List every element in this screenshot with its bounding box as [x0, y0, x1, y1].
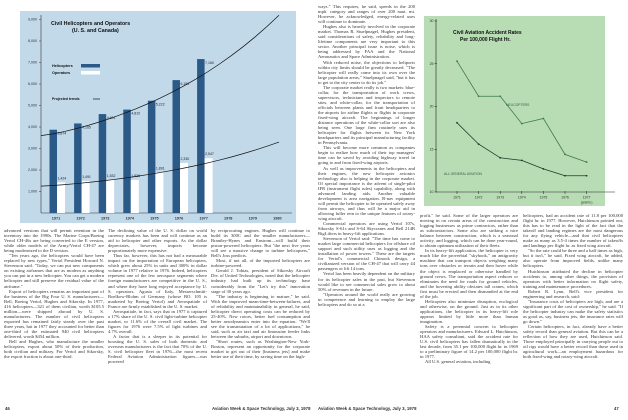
- x-tick-label: 1976: [174, 216, 184, 221]
- legend-operators-swatch: [81, 71, 100, 75]
- paragraph: All U.S. general aviation, including: [425, 359, 491, 365]
- paragraph: Most, if not all, of the imported helicopters are turbine-powered.: [211, 258, 310, 269]
- operators-bar: [155, 172, 163, 213]
- paragraph: "Short routes, such as Washington-New York-Boston, represent an opportunity for the corporate market to get out of their [business jets] and make better use of their time, by saving time on the high-: [211, 339, 310, 360]
- x-tick-label: 1977: [582, 195, 591, 200]
- left-page-column-2: [108, 228, 207, 364]
- y-tick-label: 9,000: [28, 17, 37, 22]
- helicopters-value-label: 4,165: [82, 125, 91, 130]
- y-tick-label: 8,000: [28, 39, 37, 44]
- operators-bar: [131, 180, 139, 213]
- legend-operators-label: Operators: [52, 71, 71, 75]
- paragraph: A factor that is a sleeper in its potential for boosting the U. S. sales of both domestic and overseas manufacturers is the fact that 70% of the U. S. civil helicopter fleet in 1976—the most recent Federal Aviation Administration figures—was powered: [108, 333, 207, 365]
- paragraph: Export of helicopters remains an important part of the business of the Big Four U. S. manufacturers—Bell, Boeing Vertol, Hughes and Sikorsky. In 1977, 416 helicopters—321 of them civilian, worth $105.5 million—were shipped abroad by U. S. manufacturers. The number of civil helicopters exported has remained fairly steady over the past three years, but in 1977 they accounted for better than one-third of the estimated 940 civil helicopters delivered, worth $454 million.: [4, 288, 104, 339]
- x-tick-label: 1974: [125, 216, 135, 221]
- helicopters-bar: [74, 123, 82, 213]
- x-tick-label: 1975: [150, 216, 159, 221]
- paragraph: Vertol has been heavily dependent on the military for its helicopter sales in the past, but Stevenson would like to see commercial sales grow to about 50% of revenues in the future.: [318, 271, 415, 292]
- helicopters-bar: [123, 110, 131, 213]
- helicopters-bar: [197, 59, 205, 213]
- paragraph: Robert R. Lynn, Bell's vice president for engineering and research, said:: [523, 288, 623, 299]
- left-page-number: 46: [5, 406, 10, 411]
- left-page-column-1: [4, 228, 104, 359]
- paragraph: profit," he said. Some of the larger operators are moving in on certain areas of the construction and logging businesses as prime contractors, rather than as subcontractors. Some also are striking a nice balance between construction, which is a seasonal activity, and logging, which can be done year-round, to obtain optimum utilization of their fleets.: [420, 213, 518, 249]
- helicopters-bar: [99, 114, 107, 213]
- x-tick-label: 1977: [199, 216, 208, 221]
- data-point: [543, 168, 545, 170]
- data-point: [586, 161, 588, 163]
- helicopters-series-label: HELICOPTERS: [506, 103, 530, 107]
- operators-value-label: 2,547: [205, 152, 214, 157]
- paragraph: This will become more common as companies begin to realize how much of their top managers' time can be saved by avoiding highway travel in going to and from fixed-wing airports.: [318, 145, 415, 166]
- paragraph: ways." This requires, he said, speeds in the 200 mph. category and ranges of over 200 naut. mi. However, he acknowledged, energy-related uses will continue to dominate.: [318, 4, 415, 25]
- y-tick-label: 15: [429, 147, 434, 152]
- paragraph: "Ten years ago, the helicopters would have been replaced by new types," Vertol President Howard N. Stevenson said. "Today, we can put new components on existing airframes that are as modern as anything you can put in a new helicopter. You can get a modern helicopter and still preserve the residual value of the airframe.": [4, 253, 104, 289]
- paragraph: "The industry is beginning to mature," he said. With the improved mean-time-between-failures, and of reliability and maintainability in general, he said, helicopter direct operating costs can be reduced by 25-40%. New rotors, better fuel consumption and better aerodynamics enter into the equation. "We'll see the transmutation of a lot of applications," he said, such as air taxi and air limousine feeder links between the suburbs, airport and downtown.: [211, 293, 310, 339]
- y-tick-label: 5,000: [28, 103, 37, 108]
- x-tick-label: 1972: [474, 195, 483, 200]
- paragraph: Certain helicopters, in fact, already have a better safety record than general aviation. But this can be a reflection of how they are used, Hutchinson said. Those employed principally in carrying people out to oil rigs would have a better record than those used in agricultural work—an employment hazardous for both fixed-wing and rotary-wing aircraft.: [523, 324, 623, 360]
- y-tick-label: 3,000: [28, 146, 37, 151]
- y-tick-label: 20: [429, 104, 434, 109]
- helicopters-bar: [173, 80, 181, 213]
- chart-background: [424, 16, 605, 206]
- x-tick-label: 1971: [51, 216, 61, 221]
- helicopters-value-label: 3,874: [57, 131, 67, 136]
- legend-helicopters-swatch: [81, 64, 100, 68]
- helicopters-operators-chart: [20, 11, 296, 223]
- right-page-column-3: [523, 213, 623, 359]
- paragraph: "Insurance costs of helicopters are high, and are a significant part of the cost of ownership," he said. "If the helicopter industry can make the safety statistics as good as, say, business jets, the insurance rates will go down.": [523, 298, 623, 324]
- chart-title: Civil Aviation Accident Rates: [453, 30, 522, 36]
- paragraph: The declining value of the U. S. dollar on world currency markets has been and will continue as an aid to helicopter and other exports. As the dollar depreciates, however, imports become proportionately more expensive.: [108, 228, 207, 254]
- helicopters-bar: [148, 101, 156, 213]
- x-tick-label: 1979: [248, 216, 258, 221]
- helicopters-bar: [50, 130, 58, 213]
- paragraph: by reciprocating engines. Hughes will continue to build its 300C and the smaller manufacturers—Brantley-Hynes and Enstrom—will build their piston-powered helicopters. But "the next five years will see a massive change to turbine helicopters," Bell's Joss predicts.: [211, 228, 310, 259]
- paragraph: Helicopters also minimize disruption, ecological and otherwise, on the ground. Just as in its other applications, the helicopter in its heavy-lift role appears limited by little more than human imagination.: [420, 298, 518, 324]
- paragraph: Safety is a perennial concern to helicopter operators and manufacturers. Edward L. Hutchinson, HAA safety consultant, said the accident rate for U.S. civil helicopters has fallen dramatically in the last decade, from 35.1 per 100,000 flight hr. in 1969 to a preliminary figure of 14.2 per 100,000 flight hr. in 1977.: [420, 324, 518, 360]
- paragraph: advanced versions that will permit retention in the inventory into the 1990s. The Marine Corps/Boeing Vertol CH-46s are being converted to the E version, while older models of the Army/Vertol CH-47 are being modernized to the D version.: [4, 228, 104, 254]
- left-page-footer: Aviation Week & Space Technology, July 3, 1978: [212, 406, 311, 411]
- x-tick-label: 1973: [100, 216, 110, 221]
- chart-subtitle: (U. S. and Canada): [72, 28, 119, 34]
- paragraph: Stevenson of Vertol said: "The time has come to market large commercial helicopters for offshore oil support and such utility uses as logging and the installation of power towers." These are the targets for Vertol's commercial Chinook design, a civilianized version of the CH-47 that will carry 44 passengers or lift 14 tons.: [318, 236, 415, 272]
- operators-value-label: 1,424: [57, 176, 67, 181]
- paragraph: helicopters, had an accident rate of 11.8 per 100,000 flight hr. in 1977. However, Hutchinson pointed out, this has to be read in the light of the fact that the takeoff and landing regimes are the most dangerous for any flying vehicle—and that civil helicopters make as many as 3.5-4 times the number of takeoffs and landings per flight hr. as fixed wing aircraft.: [523, 213, 623, 249]
- paragraph: As well as improvements in the helicopters and their engines, the new helicopter avionics technology also is helping in the corporate market. Of special importance is the advent of single-pilot IFR (instrument flight rules) capability, along with advanced landing aids. Another valuable development is area navigation. R-nav equipment will permit the helicopter to be operated safely away from airways, and thus will be a major aid in allowing fuller rein to the unique features of rotary-wing aircraft.: [318, 165, 415, 221]
- helicopters-value-label: 4,810: [131, 111, 141, 116]
- right-page-number: 47: [614, 406, 619, 411]
- paragraph: In its heavy-lift application, the helicopter is very much like the proverbial "skyhook," an antigravity machine that can transport objects weighing many tons over obstacles or terrain and then hover while the object is emplaced or otherwise handled by ground crews. The transportation aspect reduces or eliminates the need for roads for ground vehicles, and the hovering ability obviates tall cranes, which first must be erected and then dismantled at the end of the job.: [420, 248, 518, 299]
- y-tick-label: 4,000: [28, 125, 37, 130]
- paragraph: Hutchinson attributed the decline in helicopter accidents to, among other things, the provision of operators with better information on flight safety, training and maintenance procedures.: [523, 268, 623, 289]
- data-point: [521, 159, 523, 161]
- data-point: [499, 95, 501, 97]
- operators-value-label: 1,532: [106, 174, 116, 179]
- operators-bar: [82, 181, 90, 213]
- accident-rates-chart: [400, 10, 628, 210]
- x-tick-label: 1973: [496, 195, 505, 200]
- data-point: [586, 175, 588, 177]
- paragraph: Commercial operators are using Vertol 107s, Sikorsky S-61s and S-64 Skycranes and Bell 214B BigLifters in heavy-lift applications.: [318, 221, 415, 237]
- x-tick-label: 1974: [517, 195, 526, 200]
- right-page-footer: Aviation Week & Space Technology, July 3, 1978: [318, 406, 417, 411]
- y-tick-label: 2,000: [28, 168, 37, 173]
- left-page-column-3: [211, 228, 310, 359]
- paragraph: The corporate market really is two markets: blue-collar, for the transportation of work crews, supervisors, technicians and inspectors to remote sites, and white-collar, for the transportation of officials between plants and front headquarters to the airports for airline flights or flights in corporate fixed-wing aircraft. The beginnings of longer distance operations of the white-collar sort are also being seen. One large firm routinely uses its helicopter for flights between its New York headquarters and its principal manufacturing facility in Pennsylvania.: [318, 84, 415, 146]
- y-tick-label: 7,000: [28, 60, 37, 65]
- paragraph: Hughes also is heavily involved in the corporate market. Thomas R. Stuelpnagel, Hughes president, said considerations of safety, reliability and long-lifetime components are very important to this sector. Another principal issue is noise, which is being addressed by FAA and the National Aeronautics and Space Administration.: [318, 24, 415, 60]
- right-page-column-2: [420, 213, 518, 364]
- general-aviation-series-label: ALL GENERAL AVIATION: [444, 172, 482, 176]
- operators-bar: [205, 158, 213, 213]
- operators-value-label: 1,891: [155, 166, 165, 171]
- operators-bar: [106, 180, 114, 213]
- helicopters-value-label: 7,160: [205, 61, 214, 66]
- operators-value-label: 2,330: [180, 156, 190, 161]
- x-tick-label: 1980: [273, 216, 282, 221]
- paragraph: Bell and Hughes, who manufacture the smaller helicopters, export about 50% of their production, both civilian and military. For Vertol and Sikorsky, the export fraction is about one-third.: [4, 339, 104, 360]
- data-point: [564, 153, 566, 155]
- data-point: [456, 122, 458, 124]
- paragraph: "So the rate could be three and a half times as high, but it isn't," he said. Fixed wing aircraft, he added, also operate from improved fields, unlike many helicopters.: [523, 248, 623, 269]
- x-tick-label: 1971: [453, 195, 461, 200]
- data-point: [478, 95, 480, 97]
- data-point: [543, 118, 545, 120]
- y-tick-label: 6,000: [28, 82, 37, 87]
- data-point: [499, 157, 501, 159]
- x-tick-label: 1978: [223, 216, 233, 221]
- right-page-column-1: [318, 4, 415, 307]
- chart-title: Civil Helicopters and Operators: [51, 21, 131, 27]
- paragraph: Aerospatiale, in fact, says that in 1977 it captured a 17% share of the U. S. civil light-turbine helicopter market, or 11.6% of the overall civil market. The figures for 1976 were 7.5% of light turbines and 4.7% overall.: [108, 308, 207, 334]
- x-tick-label: 1976: [561, 195, 569, 200]
- paragraph: "Operators around the world really are growing in competence and learning to employ the large helicopters and do so at a: [318, 291, 415, 307]
- data-point: [478, 143, 480, 145]
- y-tick-label: 10: [429, 190, 434, 195]
- prelim-note: (prelim.): [580, 200, 593, 205]
- chart-subtitle: Per 100,000 Flight Hr.: [460, 37, 511, 43]
- helicopters-value-label: 6,181: [180, 82, 190, 87]
- paragraph: Thus far, however, this has not had a measurable impact on the importation of European helicopters, which grew about 25% in units and 300% in dollar volume in 1977 relative to 1976. Indeed, helicopters represent one of the few aerospace segments where foreign manufacturers are competitive in the U. S., and where they have long enjoyed acceptance by U. S. operators. Agusta of Italy, Messerschmitt-Boelkow-Blohm of Germany (whose BO. 105 is marketed by Boeing Vertol) and Aerospatiale of France are firmly established in the U. S. market.: [108, 253, 207, 309]
- paragraph: Gerald J. Tobias, president of Sikorsky Aircraft Div. of United Technologies, noted that the helicopter industry had built up its technology base considerably from the "Let's try this" innovation stage of 30 years ago.: [211, 268, 310, 294]
- data-point: [456, 60, 458, 62]
- legend-helicopters-label: Helicopters: [52, 64, 73, 68]
- paragraph: With reduced noise, the objections to heliports within city limits should be greatly decreased. "The helicopter will really come into its own over the large population areas," Stuelpnagel said, "but it has to get to the city center to do its job.": [318, 59, 415, 85]
- operators-value-label: 1,536: [131, 173, 141, 178]
- operators-bar: [180, 163, 188, 213]
- y-tick-label: 1,000: [28, 189, 37, 194]
- x-tick-label: 1975: [539, 195, 548, 200]
- operators-value-label: 1,491: [82, 174, 91, 179]
- data-point: [521, 123, 523, 125]
- y-tick-label: 30: [429, 19, 434, 24]
- data-point: [564, 175, 566, 177]
- x-tick-label: 1972: [76, 216, 85, 221]
- y-tick-label: 25: [429, 61, 434, 66]
- helicopters-value-label: 4,601: [106, 116, 116, 121]
- helicopters-value-label: 5,222: [155, 102, 165, 107]
- operators-bar: [57, 182, 65, 213]
- legend-trend-label: Projected trends: [52, 97, 80, 101]
